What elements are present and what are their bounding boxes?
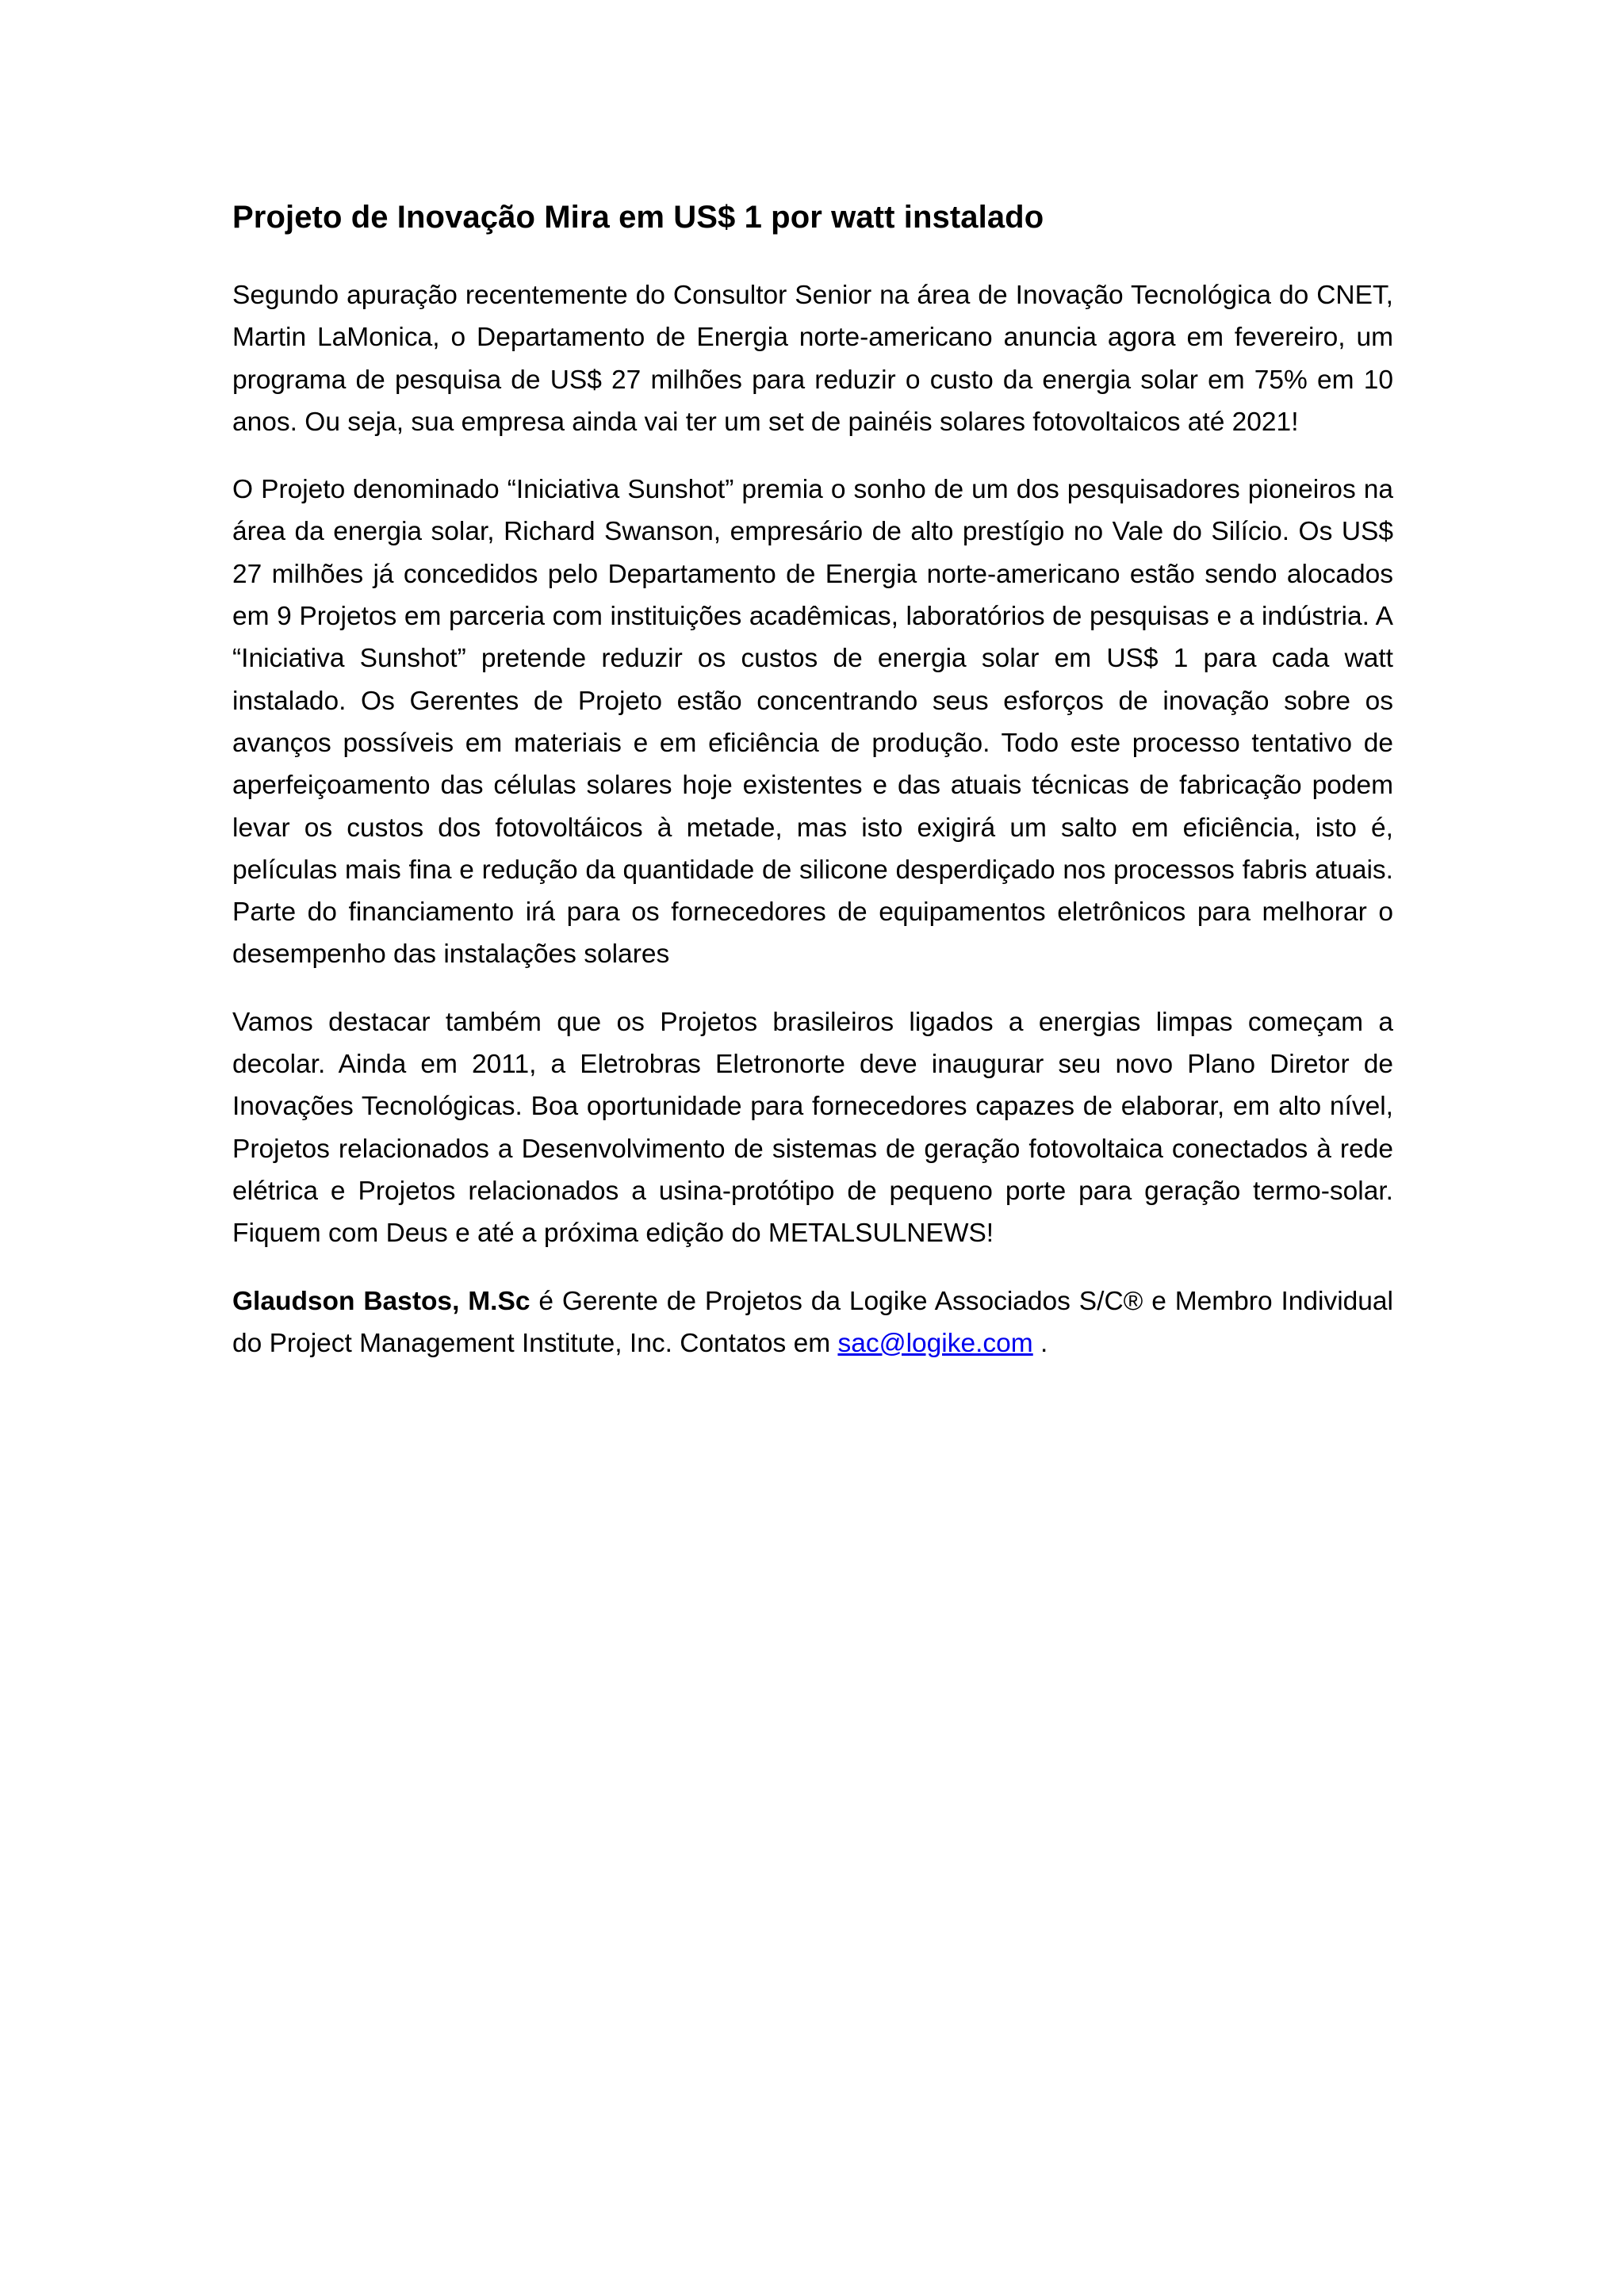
paragraph-sunshot: O Projeto denominado “Iniciativa Sunshot” premia o sonho de um dos pesquisadores pioneiros na área da energia solar, Richard Swanson, empresário de alto prestígio no Vale do Silício. Os US$ 27 milhões já concedidos pelo Departamento de Energia norte-americano estão sendo alocados em 9 Projetos em parceria com instituições acadêmicas, laboratórios de pesquisas e a indústria. A “Iniciativa Sunshot” pretende reduzir os custos de energia solar em US$ 1 para cada watt instalado. Os Gerentes de Projeto estão concentrando seus esforços de inovação sobre os avanços possíveis em materiais e em eficiência de produção. Todo este processo tentativo de aperfeiçoamento das células solares hoje existentes e das atuais técnicas de fabricação podem levar os custos dos fotovoltáicos à metade, mas isto exigirá um salto em eficiência, isto é, películas mais fina e redução da quantidade de silicone desperdiçado nos processos fabris atuais. Parte do financiamento irá para os fornecedores de equipamentos eletrônicos para melhorar o desempenho das instalações solares bbox=[232, 475, 1393, 970]
paragraph-intro: Segundo apuração recentemente do Consultor Senior na área de Inovação Tecnológica do CNET, Martin LaMonica, o Departamento de Energia norte-americano anuncia agora em fevereiro, um programa de pesquisa de US$ 27 milhões para reduzir o custo da energia solar em 75% em 10 anos. Ou seja, sua empresa ainda vai ter um set de painéis solares fotovoltaicos até 2021! bbox=[232, 281, 1393, 437]
closing-period: . bbox=[1032, 1328, 1048, 1358]
article-title: Projeto de Inovação Mira em US$ 1 por watt instalado bbox=[232, 200, 1044, 235]
contact-email-link[interactable]: sac@logike.com bbox=[837, 1328, 1033, 1358]
author-name: Glaudson Bastos, M.Sc bbox=[232, 1286, 530, 1316]
author-bio: é Gerente de Projetos da Logike Associados S/C® e Membro Individual do Project Management Institute, Inc. Contatos em bbox=[232, 1286, 1394, 1358]
author-paragraph bbox=[232, 1280, 1393, 1365]
article-body bbox=[232, 195, 1393, 1390]
paragraph-brazil: Vamos destacar também que os Projetos brasileiros ligados a energias limpas começam a decolar. Ainda em 2011, a Eletrobras Eletronorte deve inaugurar seu novo Plano Diretor de Inovações Tecnológicas. Boa oportunidade para fornecedores capazes de elaborar, em alto nível, Projetos relacionados a Desenvolvimento de sistemas de geração fotovoltaica conectados à rede elétrica e Projetos relacionados a usina-protótipo de pequeno porte para geração termo-solar. Fiquem com Deus e até a próxima edição do METALSULNEWS! bbox=[232, 1007, 1393, 1249]
